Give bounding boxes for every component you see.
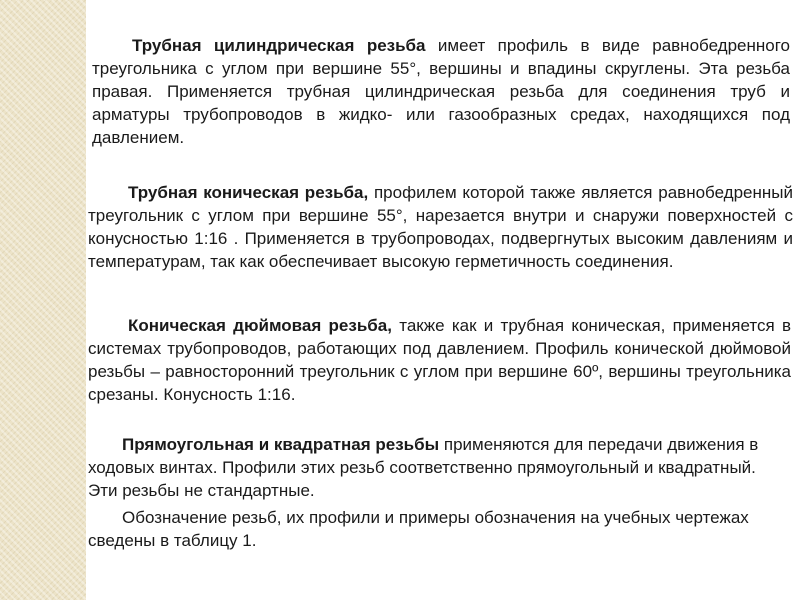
decorative-side-strip — [0, 0, 86, 600]
description-thread-designation-note: Обозначение резьб, их профили и примеры обозначения на учебных чертежах сведены в таблицу 1. — [88, 508, 749, 550]
term-rectangular-square-thread: Прямоугольная и квадратная резьбы — [122, 435, 440, 454]
paragraph-conical-inch-thread — [88, 314, 791, 406]
description-rectangular-square-thread: применяются для передачи движения в ходовых винтах. Профили этих резьб соответственно прямоугольный и квадратный. Эти резьбы не стандартные. — [88, 435, 759, 500]
paragraph-pipe-cylindrical-thread — [92, 34, 790, 149]
description-pipe-conical-thread: профилем которой также является равнобедренный треугольник с углом при вершине 55°, нарезается внутри и снаружи поверхностей с конусностью 1:16 . Применяется в трубопроводах, подвергнутых высоким давлениям и температурам, так как обеспечивает высокую герметичность соединения. — [88, 183, 793, 271]
term-conical-inch-thread: Коническая дюймовая резьба, — [128, 316, 392, 335]
term-pipe-cylindrical-thread: Трубная цилиндрическая резьба — [132, 36, 426, 55]
paragraph-thread-designation-note — [88, 506, 788, 552]
description-conical-inch-thread: также как и трубная коническая, применяется в системах трубопроводов, работающих под давлением. Профиль конической дюймовой резьбы – равносторонний треугольник с углом при вершине 60º, вершины треугольника срезаны. Конусность 1:16. — [88, 316, 791, 404]
description-pipe-cylindrical-thread: имеет профиль в виде равнобедренного треугольника с углом при вершине 55°, вершины и впадины скруглены. Эта резьба правая. Применяется трубная цилиндрическая резьба для соединения труб и арматуры трубопроводов в жидко- или газообразных средах, находящихся под давлением. — [92, 36, 790, 147]
term-pipe-conical-thread: Трубная коническая резьба, — [128, 183, 369, 202]
paragraph-pipe-conical-thread — [88, 181, 793, 273]
paragraph-rectangular-square-thread — [88, 433, 788, 502]
